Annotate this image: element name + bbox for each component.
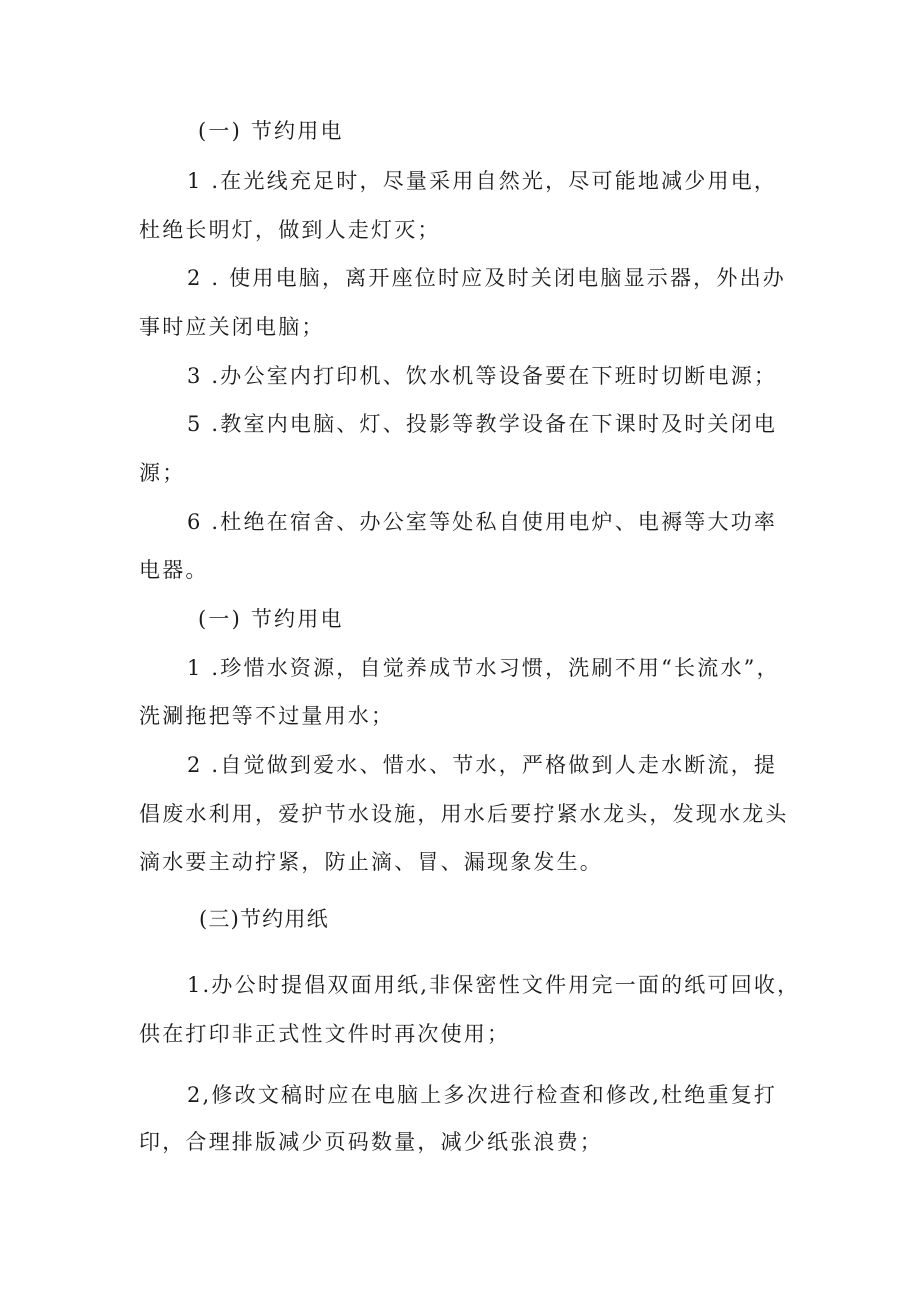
paragraph-line: 杜绝长明灯，做到人走灯灭； [139, 218, 441, 242]
paragraph-line: 1 .珍惜水资源，自觉养成节水习惯，洗刷不用“长流水”， [187, 656, 780, 680]
paragraph-line: 印，合理排版减少页码数量，减少纸张浪费； [139, 1130, 603, 1154]
paragraph-line: 洗涮拖把等不过量用水； [139, 704, 395, 728]
paragraph-line: 1.办公时提倡双面用纸,非保密性文件用完一面的纸可回收， [187, 973, 801, 997]
paragraph-line: 电器。 [139, 558, 209, 582]
paragraph-line: 2 .自觉做到爱水、惜水、节水，严格做到人走水断流，提 [187, 753, 778, 777]
paragraph-line: 3 .办公室内打印机、饮水机等设备要在下班时切断电源； [187, 364, 778, 388]
paragraph-line: 供在打印非正式性文件时再次使用； [139, 1022, 511, 1046]
paragraph-line: 6 .杜绝在宿舍、办公室等处私自使用电炉、电褥等大功率 [187, 510, 778, 534]
paragraph-line: 事时应关闭电脑； [139, 315, 325, 339]
paragraph-line: 2,修改文稿时应在电脑上多次进行检查和修改,杜绝重复打 [187, 1083, 778, 1107]
paragraph-line: 倡废水利用，爱护节水设施，用水后要拧紧水龙头，发现水龙头 [139, 802, 789, 826]
paragraph-line: 5 .教室内电脑、灯、投影等教学设备在下课时及时关闭电 [187, 412, 778, 436]
section-heading-water: (一) 节约用电 [198, 607, 344, 631]
paragraph-line: 源； [139, 461, 186, 485]
paragraph-line: 滴水要主动拧紧，防止滴、冒、漏现象发生。 [139, 850, 603, 874]
paragraph-line: 2 . 使用电脑，离开座位时应及时关闭电脑显示器，外出办 [187, 266, 786, 290]
paragraph-line: 1 .在光线充足时，尽量采用自然光，尽可能地减少用电， [187, 169, 778, 193]
section-heading-paper: (三)节约用纸 [199, 907, 329, 931]
section-heading-electricity: (一) 节约用电 [198, 119, 344, 143]
